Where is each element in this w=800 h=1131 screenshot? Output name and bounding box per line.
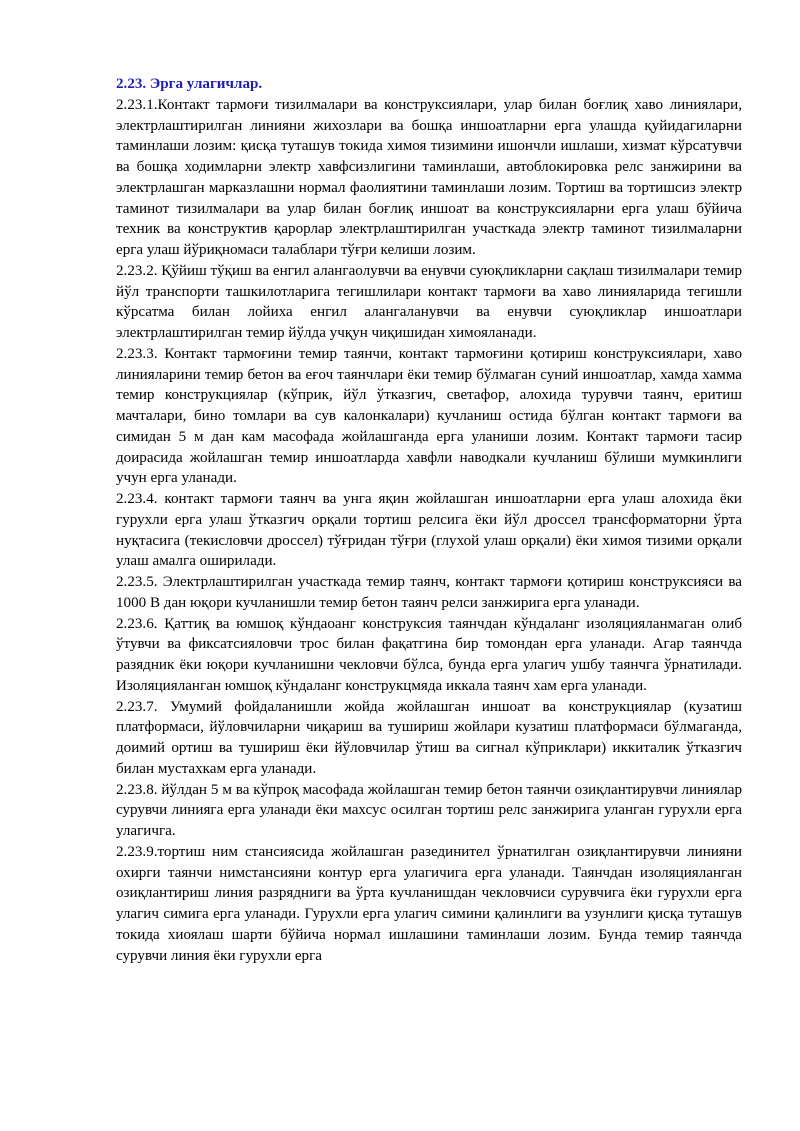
paragraph-2-23-7: 2.23.7. Умумий фойдаланишли жойда жойлашган иншоат ва конструкциялар (кузатиш платформаси, йўловчиларни чиқариш ва тушириш жойлари кузатиш платформаси бўлмаганда, доимий ортиш ва тушириш ёки йўловчилар ўтиш ва сигнал кўприклари) иккиталик ўтказгич билан мустахкам ерга уланади. — [116, 698, 742, 777]
paragraph-2-23-8: 2.23.8. йўлдан 5 м ва кўпроқ масофада жойлашган темир бетон таянчи озиқлантирувчи линиялар сурувчи линияга ерга уланади ёки махсус осилган тортиш релс занжирига уланган гурухли ерга улагичга. — [116, 781, 742, 839]
paragraph-2-23-9: 2.23.9.тортиш ним стансиясида жойлашган разединител ўрнатилган озиқлантирувчи линияни охирги таянчи нимстансияни контур ерга улагичига ерга уланади. Таянчдан изоляцияланган озиқлантириш линия разрядниги ва ўрта кучланишдан чекловчиси сурувчига ёки гурухли ерга улагич симига ерга уланади. Гурухли ерга улагич симини қалинлиги ва узунлиги қисқа туташув токида хиоялаш шарти бўйича нормал ишлашини таминлаши лозим. Бунда темир таянчда сурувчи линия ёки гурухли ерга — [116, 843, 742, 964]
paragraph-2-23-2: 2.23.2. Қўйиш тўқиш ва енгил алангаолувчи ва енувчи суюқликларни сақлаш тизилмалари темир йўл транспорти ташкилотларига тегишлилари контакт тармоғи ва хаво линияларида тегишли кўрсатма билан лойиха енгил алангаланувчи ва енувчи суюқликлар иншоатлари электрлаштирилган темир йўлда учқун чиқишидан химояланади. — [116, 262, 742, 341]
paragraph-2-23-5: 2.23.5. Электрлаштирилган участкада темир таянч, контакт тармоғи қотириш конструксияси ва 1000 В дан юқори кучланишли темир бетон таянч релси занжирига ерга уланади. — [116, 574, 742, 611]
section-heading: 2.23. Эрга улагичлар. — [116, 76, 263, 92]
paragraph-2-23-1: 2.23.1.Контакт тармоғи тизилмалари ва конструксиялари, улар билан боғлиқ хаво линиялари, электрлаштирилган линияни жихозлари ва бошқа иншоатларни ерга улашда қуйидагиларни таминлаши лозим: қисқа туташув токида химоя тизимини ишончли ишлаши, хизмат кўрсатувчи ва бошқа ходимларни электр хавфсизлигини таминлаши, автоблокировка релс занжирини ва электрлашган марказлашни нормал фаолиятини таминлаши лозим. Тортиш ва тортишсиз электр таминот тизилмалари ва улар билан боғлиқ иншоат ва конструксияларни ерга улаш бўйича техник ва конструктив қарорлар электрлаштирилган участкада электр таминот тизилмаларни ерга улаш йўриқномаси талаблари тўғри келиши лозим. — [116, 96, 742, 258]
document-page — [116, 74, 742, 966]
paragraph-2-23-3: 2.23.3. Контакт тармоғини темир таянчи, контакт тармоғини қотириш конструксиялари, хаво линияларини темир бетон ва еғоч таянчлари ёки темир бўлмаган суний иншоатлар, хамда хамма темир конструкциялар (кўприк, йўл ўтказгич, светафор, алохида турувчи таянч, еритиш мачталари, бино томлари ва сув калонкалари) кучланиш остида бўлган контакт тармоғи ва симидан 5 м дан кам масофада жойлашганда ерга уланиши лозим. Контакт тармоғи тасир доирасида жойлашган темир иншоатларда хавфли наводкали кучланиш бўлиши мумкинлиги учун ерга уланади. — [116, 345, 742, 487]
paragraph-2-23-4: 2.23.4. контакт тармоғи таянч ва унга яқин жойлашган иншоатларни ерга улаш алохида ёки гурухли ерга улаш ўтказгич орқали тортиш релсига ёки йўл дроссел трансформаторни ўрта нуқтасига (текисловчи дроссел) тўғридан тўғри (глухой улаш орқали) ёки химоя тизими орқали улаш амалга оширилади. — [116, 491, 742, 570]
paragraph-2-23-6: 2.23.6. Қаттиқ ва юмшоқ кўндаоанг конструксия таянчдан кўндаланг изоляцияланмаган олиб ўтувчи ва фиксатсияловчи трос билан фақатгина бир томондан ерга уланади. Агар таянчда разядник ёки юқори кучланишни чекловчи бўлса, бунда ерга улагич ушбу таянчга ўрнатилади. Изоляцияланган юмшоқ кўндаланг конструкцмяда иккала таянч хам ерга уланади. — [116, 615, 742, 694]
